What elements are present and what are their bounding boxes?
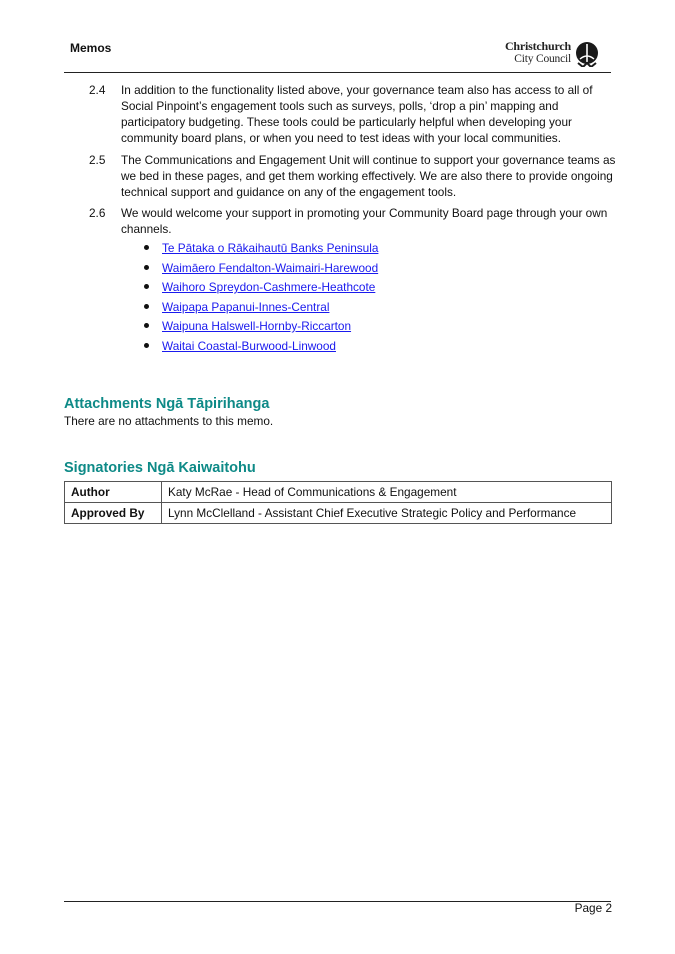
community-board-links — [141, 240, 378, 357]
paragraph-text: In addition to the functionality listed above, your governance team also has access to all of Social Pinpoint’s engagement tools such as surveys, polls, ‘drop a pin’ mapping and participatory budgeting. These tools could be particularly helpful when developing your community board plans, or when you need to test ideas with your local communities. — [121, 83, 593, 145]
paragraph-2-5 — [89, 152, 619, 200]
list-item — [141, 260, 378, 280]
signatories-heading: Signatories Ngā Kaiwaitohu — [64, 460, 256, 476]
paragraph-number: 2.5 — [89, 153, 106, 167]
list-item — [141, 279, 378, 299]
attachments-heading: Attachments Ngā Tāpirihanga — [64, 396, 270, 412]
signatory-role: Approved By — [65, 503, 162, 524]
signatory-name: Lynn McClelland - Assistant Chief Executive Strategic Policy and Performance — [162, 503, 612, 524]
signatory-role: Author — [65, 482, 162, 503]
link-banks-peninsula[interactable]: Te Pātaka o Rākaihautū Banks Peninsula — [162, 241, 379, 255]
paragraph-number: 2.4 — [89, 83, 106, 97]
bullet-icon — [144, 323, 149, 328]
paragraph-text: The Communications and Engagement Unit will continue to support your governance teams as we bed in these pages, and get them working effectively. We are also there to provide ongoing technical support and guidance on any of the engagement tools. — [121, 153, 616, 199]
attachments-text: There are no attachments to this memo. — [64, 414, 274, 428]
link-papanui-innes-central[interactable]: Waipapa Papanui-Innes-Central — [162, 299, 330, 314]
paragraph-text: We would welcome your support in promoting your Community Board page through your own channels. — [121, 206, 608, 236]
link-coastal-burwood-linwood[interactable]: Waitai Coastal-Burwood-Linwood — [162, 338, 336, 353]
bullet-icon — [144, 265, 149, 270]
list-item — [141, 318, 378, 338]
header-title: Memos — [70, 41, 112, 55]
table-row — [65, 482, 612, 503]
link-halswell-hornby-riccarton[interactable]: Waipuna Halswell-Hornby-Riccarton — [162, 319, 352, 333]
page-number: Page 2 — [574, 901, 612, 915]
list-item — [141, 299, 378, 319]
bullet-icon — [144, 245, 149, 250]
bullet-icon — [144, 343, 149, 348]
signatory-name: Katy McRae - Head of Communications & Engagement — [162, 482, 612, 503]
footer-divider — [64, 901, 611, 902]
bullet-icon — [144, 304, 149, 309]
list-item — [141, 240, 378, 260]
logo-line1: Christchurch — [504, 39, 571, 53]
list-item — [141, 338, 378, 358]
paragraph-2-4 — [89, 82, 619, 146]
paragraph-number: 2.6 — [89, 206, 106, 220]
bullet-icon — [144, 284, 149, 289]
header-divider — [64, 72, 611, 73]
paragraph-2-6 — [89, 205, 619, 237]
council-logo — [498, 40, 600, 68]
logo-line2: City Council — [514, 53, 571, 65]
link-fendalton-waimairi-harewood[interactable]: Waimāero Fendalton-Waimairi-Harewood — [162, 260, 379, 275]
link-spreydon-cashmere-heathcote[interactable]: Waihoro Spreydon-Cashmere-Heathcote — [162, 280, 376, 294]
table-row — [65, 503, 612, 524]
signatories-table — [64, 481, 612, 524]
council-emblem-icon — [574, 41, 600, 67]
